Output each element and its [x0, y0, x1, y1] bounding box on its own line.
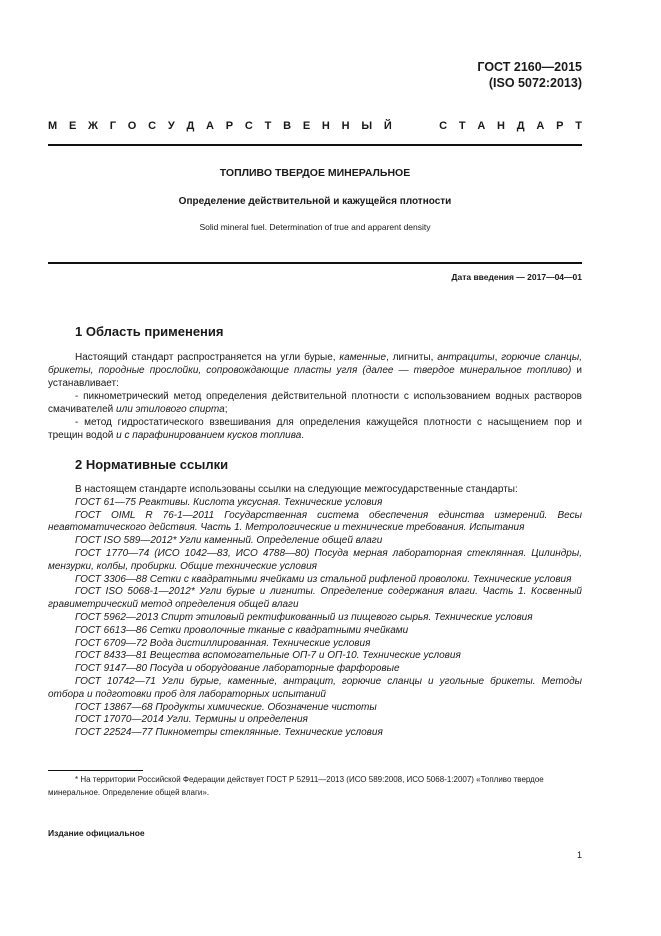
reference-code: ГОСТ 8433—81 — [75, 650, 148, 662]
reference-code: ГОСТ 5962—2013 — [75, 611, 159, 623]
banner-letter: Г — [109, 120, 117, 132]
reference-item — [48, 650, 582, 663]
banner-letter: С — [244, 120, 253, 132]
banner-letter: С — [439, 120, 448, 132]
reference-title: Государственная система обеспечения единства измерений. Весы неавтоматического действия. Часть 1. Метрологические и технические требования. Испытания — [48, 509, 582, 534]
reference-item — [48, 676, 582, 702]
banner-letter: Н — [497, 120, 505, 132]
iso-code: (ISO 5072:2013) — [488, 76, 582, 90]
reference-item — [48, 727, 582, 740]
reference-item — [48, 586, 582, 612]
reference-code: ГОСТ ISO 589—2012* — [75, 535, 177, 547]
reference-item — [48, 714, 582, 727]
reference-code: ГОСТ 3306—88 — [75, 573, 148, 585]
introduction-date: Дата введения — 2017—04—01 — [451, 272, 582, 282]
banner-letter: Е — [68, 120, 77, 132]
official-edition-label: Издание официальное — [48, 828, 145, 838]
banner-letter: О — [127, 120, 137, 132]
reference-code: ГОСТ 22524—77 — [75, 727, 153, 739]
footnote: * На территории Российской Федерации действует ГОСТ Р 52911—2013 (ИСО 589:2008, ИСО 5068-1:2007) «Топливо твердое минеральное. Определение общей влаги». — [48, 775, 544, 797]
banner-letter: А — [536, 120, 545, 132]
banner-letter: Т — [575, 120, 582, 132]
banner-letter: Ж — [88, 120, 98, 132]
reference-code: ГОСТ 13867—68 — [75, 701, 153, 713]
reference-title: Пикнометры стеклянные. Технические условия — [152, 727, 383, 739]
reference-item — [48, 497, 582, 510]
reference-item — [48, 612, 582, 625]
document-subtitle: Определение действительной и кажущейся плотности — [178, 196, 452, 207]
title-bottom-rule — [48, 262, 582, 264]
reference-item — [48, 625, 582, 638]
section-1-body — [48, 351, 582, 442]
reference-code: ГОСТ 1770—74 (ИСО 1042—83, ИСО 4788—80) — [75, 547, 310, 559]
interstate-standard-banner — [48, 120, 582, 132]
banner-letter: Т — [264, 120, 272, 132]
reference-item — [48, 663, 582, 676]
banner-letter: Е — [302, 120, 311, 132]
reference-code: ГОСТ ISO 5068-1—2012* — [75, 586, 195, 598]
reference-title: Реактивы. Кислота уксусная. Технические условия — [135, 496, 383, 508]
banner-letter: Р — [225, 120, 234, 132]
reference-title: Посуда и оборудование лабораторные фарфоровые — [147, 663, 400, 675]
reference-list — [48, 497, 582, 740]
banner-letter: В — [283, 120, 292, 132]
reference-item — [48, 702, 582, 715]
reference-code: ГОСТ 6709—72 — [75, 637, 148, 649]
reference-code: ГОСТ 10742—71 — [75, 675, 156, 687]
banner-letter: Н — [321, 120, 330, 132]
reference-code: ГОСТ 9147—80 — [75, 663, 148, 675]
reference-code: ГОСТ 6613—86 — [75, 624, 148, 636]
reference-item — [48, 548, 582, 574]
banner-letter: Ы — [361, 120, 373, 132]
banner-letter: Й — [383, 120, 392, 132]
reference-code: ГОСТ 17070—2014 — [75, 714, 164, 726]
reference-title: Угли бурые, каменные, антрацит, горючие сланцы и угольные брикеты. Методы отбора и подготовки проб для лабораторных испытаний — [48, 675, 582, 700]
reference-title: Вещества вспомогательные ОП-7 и ОП-10. Технические условия — [147, 650, 461, 662]
reference-code: ГОСТ 61—75 — [75, 496, 136, 508]
banner-letter: А — [206, 120, 214, 132]
reference-title: Вода дистиллированная. Технические условия — [147, 637, 371, 649]
reference-title: Угли. Термины и определения — [163, 714, 308, 726]
reference-title: Сетки с квадратными ячейками из стальной рифленой проволоки. Технические условия — [147, 573, 572, 585]
standard-code: ГОСТ 2160—2015 — [477, 60, 582, 74]
banner-letter — [421, 120, 427, 132]
references-intro: В настоящем стандарте использованы ссылки на следующие межгосударственные стандарты: — [75, 484, 518, 495]
banner-letter: Р — [556, 120, 564, 132]
banner-letter: С — [148, 120, 157, 132]
banner-letter: Д — [516, 120, 525, 132]
english-title: Solid mineral fuel. Determination of true and apparent density — [199, 222, 431, 232]
reference-title: Спирт этиловый ректификованный из пищевого сырья. Технические условия — [158, 611, 533, 623]
document-title: ТОПЛИВО ТВЕРДОЕ МИНЕРАЛЬНОЕ — [219, 167, 411, 179]
section-1-heading: 1 Область применения — [75, 324, 224, 339]
footnote-separator — [48, 770, 143, 771]
page-number: 1 — [576, 850, 582, 860]
banner-letter: Н — [341, 120, 350, 132]
reference-item — [48, 638, 582, 651]
banner-letter: Т — [458, 120, 466, 132]
method-hydrostatic: - метод гидростатического взвешивания для определения кажущейся плотности с насыщением пор и трещин водой и с парафинированием кусков топлива. — [48, 417, 582, 441]
reference-item — [48, 535, 582, 548]
reference-code: ГОСТ OIML R 76-1—2011 — [75, 509, 215, 521]
reference-item — [48, 574, 582, 587]
section-2-heading: 2 Нормативные ссылки — [75, 457, 229, 472]
reference-title: Угли бурые и лигниты. Определение содержания влаги. Часть 1. Косвенный гравиметрический метод определения общей влаги — [48, 586, 582, 611]
banner-letter: А — [477, 120, 486, 132]
reference-title: Продукты химические. Обозначение чистоты — [152, 701, 377, 713]
top-rule — [48, 144, 582, 146]
banner-letter: М — [48, 120, 58, 132]
reference-item — [48, 510, 582, 536]
scope-paragraph: Настоящий стандарт распространяется на угли бурые, каменные, лигниты, антрациты, горючие сланцы, брикеты, породные прослойки, сопровождающие пласты угля (далее — твердое минеральное топливо) и устанавливает: — [48, 352, 582, 389]
reference-title: Угли каменный. Определение общей влаги — [176, 535, 383, 547]
reference-title: Посуда мерная лабораторная стеклянная. Цилиндры, мензурки, колбы, пробирки. Общие технические условия — [48, 547, 582, 572]
banner-letter — [404, 120, 410, 132]
normative-references — [48, 484, 582, 740]
reference-title: Сетки проволочные тканые с квадратными ячейками — [147, 624, 409, 636]
banner-letter: У — [167, 120, 175, 132]
banner-letter: Д — [186, 120, 195, 132]
method-pycnometric: - пикнометрический метод определения действительной плотности с использованием водных растворов смачивателей или этилового спирта; — [48, 391, 582, 415]
